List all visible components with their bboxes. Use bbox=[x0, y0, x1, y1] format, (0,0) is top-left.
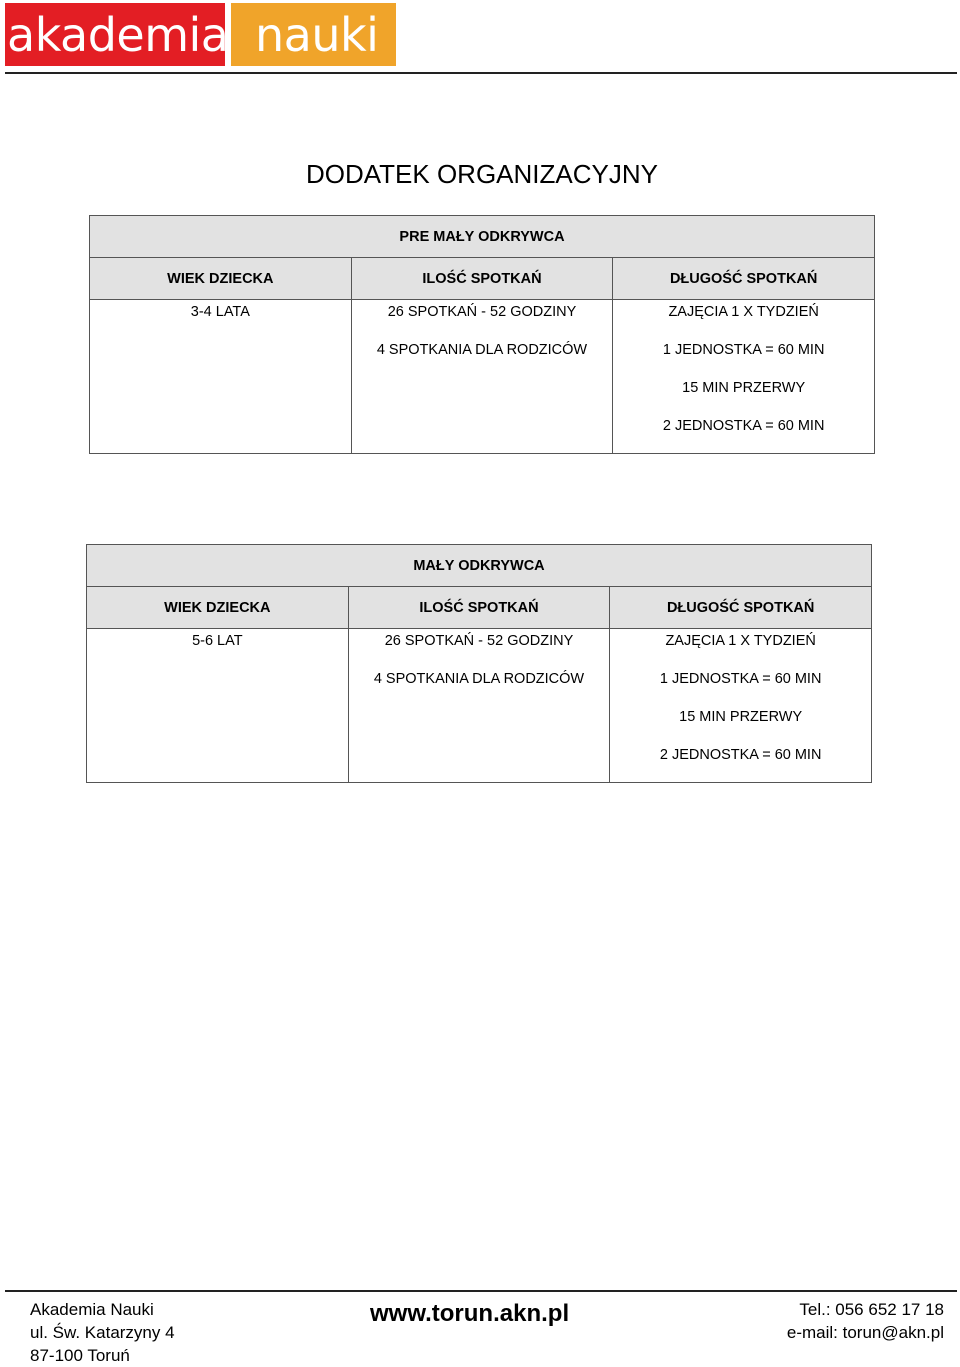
header-meeting-duration: DŁUGOŚĆ SPOTKAŃ bbox=[610, 587, 872, 629]
cell-age bbox=[90, 300, 352, 454]
meetings-line: 26 SPOTKAŃ - 52 GODZINY bbox=[384, 633, 574, 649]
logo-nauki: nauki bbox=[231, 3, 396, 66]
duration-line: 1 JEDNOSTKA = 60 MIN bbox=[659, 671, 822, 687]
duration-line: ZAJĘCIA 1 X TYDZIEŃ bbox=[665, 633, 816, 649]
cell-duration bbox=[613, 300, 875, 454]
cell-meetings bbox=[351, 300, 613, 454]
meetings-line: 4 SPOTKANIA DLA RODZICÓW bbox=[376, 342, 588, 358]
duration-line: 15 MIN PRZERWY bbox=[679, 709, 803, 725]
footer-address bbox=[30, 1298, 175, 1367]
meetings-line: 4 SPOTKANIA DLA RODZICÓW bbox=[373, 671, 585, 687]
header-age: WIEK DZIECKA bbox=[87, 587, 349, 629]
schedule-table-maly-odkrywca bbox=[86, 544, 872, 783]
table-title: PRE MAŁY ODKRYWCA bbox=[90, 216, 875, 258]
header-meeting-duration: DŁUGOŚĆ SPOTKAŃ bbox=[613, 258, 875, 300]
header-meetings-count: ILOŚĆ SPOTKAŃ bbox=[351, 258, 613, 300]
cell-age bbox=[87, 629, 349, 783]
meetings-line: 26 SPOTKAŃ - 52 GODZINY bbox=[387, 304, 577, 320]
duration-line: 2 JEDNOSTKA = 60 MIN bbox=[659, 747, 822, 763]
duration-line: ZAJĘCIA 1 X TYDZIEŃ bbox=[668, 304, 819, 320]
footer-website: www.torun.akn.pl bbox=[370, 1300, 570, 1327]
cell-meetings bbox=[348, 629, 610, 783]
document-title: DODATEK ORGANIZACYJNY bbox=[305, 159, 658, 189]
duration-line: 1 JEDNOSTKA = 60 MIN bbox=[662, 342, 825, 358]
footer-contact bbox=[787, 1298, 944, 1344]
footer-phone: Tel.: 056 652 17 18 bbox=[799, 1300, 944, 1319]
footer-divider bbox=[5, 1290, 957, 1292]
schedule-table-pre-maly-odkrywca bbox=[89, 215, 875, 454]
header-age: WIEK DZIECKA bbox=[90, 258, 352, 300]
footer-email: e-mail: torun@akn.pl bbox=[786, 1323, 944, 1342]
age-value: 5-6 LAT bbox=[192, 633, 243, 649]
header-meetings-count: ILOŚĆ SPOTKAŃ bbox=[348, 587, 610, 629]
footer-street: ul. Św. Katarzyny 4 bbox=[30, 1323, 175, 1342]
duration-line: 2 JEDNOSTKA = 60 MIN bbox=[662, 418, 825, 434]
duration-line: 15 MIN PRZERWY bbox=[682, 380, 806, 396]
cell-duration bbox=[610, 629, 872, 783]
footer-org-name: Akademia Nauki bbox=[30, 1300, 154, 1319]
logo-akademia: akademia bbox=[5, 3, 225, 66]
age-value: 3-4 LATA bbox=[190, 304, 250, 320]
header-divider bbox=[5, 72, 957, 74]
logo bbox=[5, 3, 396, 66]
table-title: MAŁY ODKRYWCA bbox=[87, 545, 872, 587]
footer-city: 87-100 Toruń bbox=[30, 1346, 130, 1365]
